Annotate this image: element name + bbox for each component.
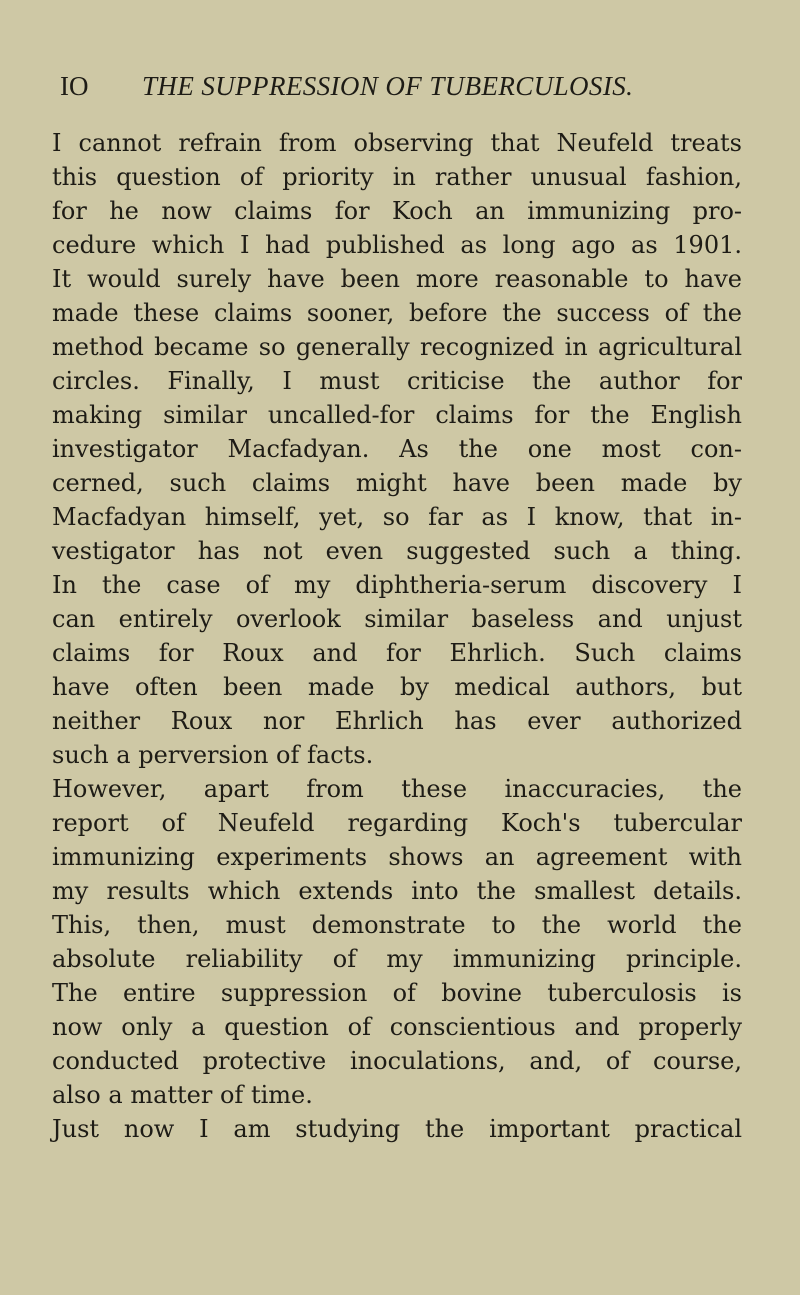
text-line: claims for Roux and for Ehrlich. Such claims [52, 639, 742, 667]
text-line: vestigator has not even suggested such a thing. [52, 537, 742, 565]
text-line: have often been made by medical authors, but [52, 673, 742, 701]
text-line: made these claims sooner, before the success of the [52, 299, 742, 327]
page-header [60, 66, 740, 106]
text-line: conducted protective inoculations, and, of course, [52, 1047, 742, 1075]
text-line: report of Neufeld regarding Koch's tubercular [52, 809, 742, 837]
text-line: such a perversion of facts. [52, 741, 374, 769]
text-line: this question of priority in rather unusual fashion, [52, 163, 742, 191]
body-text [52, 126, 742, 1146]
text-line: my results which extends into the smallest details. [52, 877, 742, 905]
page-number: IO [60, 71, 89, 101]
text-line: cedure which I had published as long ago as 1901. [52, 231, 742, 259]
text-line: Just now I am studying the important practical [52, 1115, 742, 1143]
text-line: can entirely overlook similar baseless and unjust [52, 605, 742, 633]
text-line: investigator Macfadyan. As the one most con- [52, 435, 742, 463]
text-line: for he now claims for Koch an immunizing pro- [52, 197, 742, 225]
text-line: In the case of my diphtheria-serum discovery I [52, 571, 742, 599]
text-line: now only a question of conscientious and properly [52, 1013, 742, 1041]
text-line: immunizing experiments shows an agreement with [52, 843, 742, 871]
text-line: Macfadyan himself, yet, so far as I know, that in- [52, 503, 742, 531]
text-line: making similar uncalled-for claims for the English [52, 401, 742, 429]
text-line: circles. Finally, I must criticise the author for [52, 367, 742, 395]
text-line: absolute reliability of my immunizing principle. [52, 945, 742, 973]
text-line: This, then, must demonstrate to the world the [52, 911, 742, 939]
text-line: also a matter of time. [52, 1081, 313, 1109]
text-line: The entire suppression of bovine tuberculosis is [52, 979, 742, 1007]
text-line: neither Roux nor Ehrlich has ever authorized [52, 707, 742, 735]
text-line: I cannot refrain from observing that Neufeld treats [52, 129, 742, 157]
text-line: cerned, such claims might have been made by [52, 469, 742, 497]
running-title: THE SUPPRESSION OF TUBERCULOSIS. [142, 71, 634, 101]
text-line: method became so generally recognized in agricultural [52, 333, 742, 361]
text-line: It would surely have been more reasonable to have [52, 265, 742, 293]
text-line: However, apart from these inaccuracies, the [52, 775, 742, 803]
